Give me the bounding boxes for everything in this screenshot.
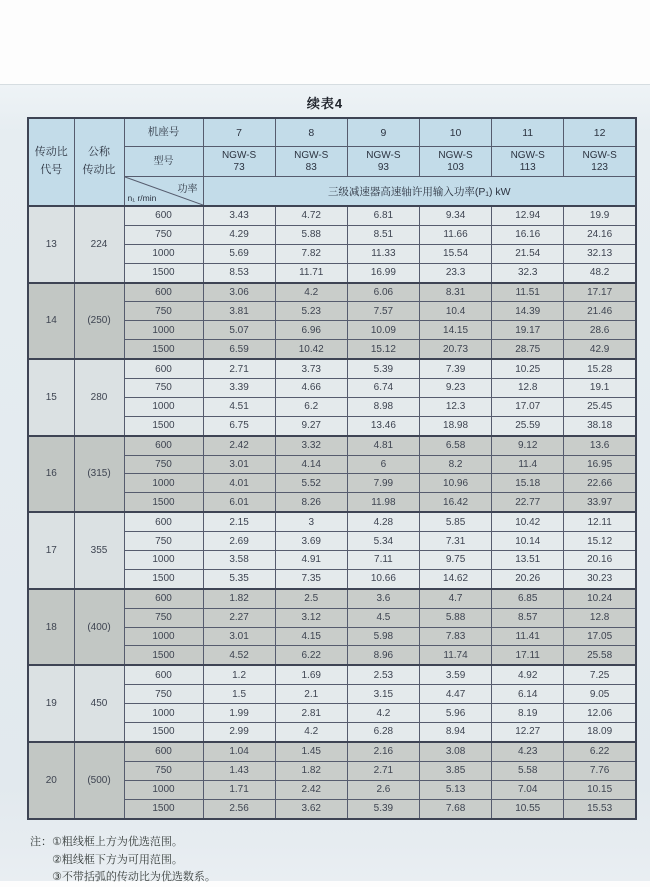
model-cell: NGW-S 83 (275, 147, 347, 177)
power-value-cell: 14.39 (492, 302, 564, 321)
power-value-cell: 11.74 (419, 646, 491, 665)
power-value-cell: 1.71 (203, 780, 275, 799)
power-value-cell: 12.8 (492, 379, 564, 398)
table-row (28, 742, 636, 761)
power-value-cell: 11.41 (492, 627, 564, 646)
power-value-cell: 6.75 (203, 416, 275, 435)
note-item: ②粗线框下方为可用范围。 (52, 853, 183, 866)
ratio-code-line1: 传动比 (34, 146, 68, 159)
power-value-cell: 3.81 (203, 302, 275, 321)
power-value-cell: 32.13 (564, 244, 636, 263)
power-value-cell: 1.99 (203, 704, 275, 723)
power-value-cell: 7.82 (275, 244, 347, 263)
power-value-cell: 17.05 (564, 627, 636, 646)
ratio-code-line2: 代号 (40, 164, 63, 176)
power-value-cell: 11.71 (275, 263, 347, 282)
power-value-cell: 14.62 (419, 569, 491, 588)
power-value-cell: 5.23 (275, 302, 347, 321)
power-value-cell: 4.92 (492, 665, 564, 684)
power-value-cell: 4.2 (275, 283, 347, 302)
power-value-cell: 4.23 (492, 742, 564, 761)
rpm-cell: 1000 (124, 397, 203, 416)
rpm-cell: 1500 (124, 799, 203, 818)
power-value-cell: 7.99 (347, 474, 419, 493)
power-value-cell: 6.22 (564, 742, 636, 761)
power-value-cell: 32.3 (492, 263, 564, 282)
power-value-cell: 28.75 (492, 340, 564, 359)
power-value-cell: 6.14 (492, 685, 564, 704)
power-value-cell: 1.04 (203, 742, 275, 761)
rpm-cell: 1000 (124, 321, 203, 340)
power-value-cell: 6.59 (203, 340, 275, 359)
table-row (28, 436, 636, 455)
rpm-cell: 600 (124, 742, 203, 761)
power-value-cell: 1.45 (275, 742, 347, 761)
power-value-cell: 5.96 (419, 704, 491, 723)
power-value-cell: 2.69 (203, 532, 275, 551)
power-value-cell: 5.58 (492, 761, 564, 780)
power-value-cell: 15.54 (419, 244, 491, 263)
power-value-cell: 3.58 (203, 551, 275, 570)
power-value-cell: 8.26 (275, 493, 347, 512)
power-value-cell: 8.96 (347, 646, 419, 665)
power-value-cell: 2.99 (203, 723, 275, 742)
power-value-cell: 22.66 (564, 474, 636, 493)
model-cell: NGW-S 103 (419, 147, 491, 177)
power-value-cell: 2.56 (203, 799, 275, 818)
power-value-cell: 2.5 (275, 589, 347, 608)
rpm-cell: 600 (124, 589, 203, 608)
power-value-cell: 6.2 (275, 397, 347, 416)
nominal-ratio-cell: 450 (74, 665, 124, 742)
power-value-cell: 15.53 (564, 799, 636, 818)
group-code-cell: 14 (28, 283, 74, 360)
power-value-cell: 5.88 (419, 608, 491, 627)
power-value-cell: 1.82 (275, 761, 347, 780)
power-value-cell: 7.57 (347, 302, 419, 321)
power-value-cell: 3.12 (275, 608, 347, 627)
power-value-cell: 48.2 (564, 263, 636, 282)
rpm-cell: 1500 (124, 723, 203, 742)
frame-number-cell: 7 (203, 118, 275, 147)
power-value-cell: 2.81 (275, 704, 347, 723)
power-value-cell: 7.76 (564, 761, 636, 780)
model-cell: NGW-S 113 (492, 147, 564, 177)
power-value-cell: 12.06 (564, 704, 636, 723)
model-cell: NGW-S 73 (203, 147, 275, 177)
power-value-cell: 12.94 (492, 206, 564, 225)
power-value-cell: 6.81 (347, 206, 419, 225)
power-value-cell: 21.46 (564, 302, 636, 321)
power-value-cell: 2.15 (203, 512, 275, 531)
power-value-cell: 1.5 (203, 685, 275, 704)
power-value-cell: 1.43 (203, 761, 275, 780)
rpm-cell: 600 (124, 436, 203, 455)
power-value-cell: 7.04 (492, 780, 564, 799)
power-value-cell: 8.53 (203, 263, 275, 282)
nominal-ratio-cell: (500) (74, 742, 124, 819)
power-value-cell: 4.52 (203, 646, 275, 665)
power-value-cell: 2.42 (275, 780, 347, 799)
power-value-cell: 28.6 (564, 321, 636, 340)
power-value-cell: 5.69 (203, 244, 275, 263)
power-value-cell: 17.11 (492, 646, 564, 665)
power-value-cell: 2.16 (347, 742, 419, 761)
power-value-cell: 11.66 (419, 225, 491, 244)
power-value-cell: 8.2 (419, 455, 491, 474)
nominal-ratio-cell: (400) (74, 589, 124, 666)
power-value-cell: 13.6 (564, 436, 636, 455)
power-value-cell: 3.73 (275, 359, 347, 378)
power-value-cell: 3.32 (275, 436, 347, 455)
rpm-cell: 600 (124, 665, 203, 684)
power-value-cell: 5.88 (275, 225, 347, 244)
power-value-cell: 6.06 (347, 283, 419, 302)
rpm-cell: 750 (124, 761, 203, 780)
power-value-cell: 7.25 (564, 665, 636, 684)
rpm-cell: 750 (124, 225, 203, 244)
power-value-cell: 16.42 (419, 493, 491, 512)
power-value-cell: 5.39 (347, 799, 419, 818)
power-value-cell: 5.52 (275, 474, 347, 493)
power-value-cell: 4.51 (203, 397, 275, 416)
power-value-cell: 3.43 (203, 206, 275, 225)
power-value-cell: 4.7 (419, 589, 491, 608)
power-value-cell: 2.42 (203, 436, 275, 455)
table-row (28, 589, 636, 608)
nominal-ratio-cell: 280 (74, 359, 124, 436)
power-value-cell: 2.53 (347, 665, 419, 684)
power-value-cell: 4.5 (347, 608, 419, 627)
power-value-cell: 3.08 (419, 742, 491, 761)
rpm-cell: 1500 (124, 646, 203, 665)
power-value-cell: 11.51 (492, 283, 564, 302)
power-value-cell: 8.19 (492, 704, 564, 723)
power-value-cell: 12.3 (419, 397, 491, 416)
power-value-cell: 5.34 (347, 532, 419, 551)
power-value-cell: 11.4 (492, 455, 564, 474)
frame-number-cell: 9 (347, 118, 419, 147)
power-value-cell: 19.17 (492, 321, 564, 340)
frame-size-row-header: 机座号 (124, 118, 203, 147)
power-value-cell: 21.54 (492, 244, 564, 263)
power-value-cell: 3.6 (347, 589, 419, 608)
group-code-cell: 20 (28, 742, 74, 819)
power-value-cell: 20.16 (564, 551, 636, 570)
power-value-cell: 2.27 (203, 608, 275, 627)
rpm-cell: 1000 (124, 551, 203, 570)
power-value-cell: 6.22 (275, 646, 347, 665)
power-value-cell: 17.17 (564, 283, 636, 302)
power-value-cell: 8.98 (347, 397, 419, 416)
power-value-cell: 6 (347, 455, 419, 474)
power-value-cell: 5.98 (347, 627, 419, 646)
power-value-cell: 16.95 (564, 455, 636, 474)
power-value-cell: 4.29 (203, 225, 275, 244)
power-value-cell: 8.94 (419, 723, 491, 742)
power-value-cell: 9.23 (419, 379, 491, 398)
notes-label: 注： (30, 836, 52, 848)
rpm-cell: 750 (124, 379, 203, 398)
power-value-cell: 17.07 (492, 397, 564, 416)
power-value-cell: 2.71 (347, 761, 419, 780)
rpm-cell: 600 (124, 512, 203, 531)
power-value-cell: 30.23 (564, 569, 636, 588)
model-row-header: 型号 (124, 147, 203, 177)
footnotes (30, 834, 216, 887)
speed-label: n₁ r/min (127, 193, 157, 203)
power-value-cell: 14.15 (419, 321, 491, 340)
power-value-cell: 7.35 (275, 569, 347, 588)
power-value-cell: 2.71 (203, 359, 275, 378)
power-value-cell: 18.09 (564, 723, 636, 742)
power-value-cell: 16.99 (347, 263, 419, 282)
power-value-cell: 15.18 (492, 474, 564, 493)
rpm-cell: 1000 (124, 244, 203, 263)
notes-list (52, 834, 216, 887)
power-value-cell: 13.46 (347, 416, 419, 435)
power-value-cell: 5.39 (347, 359, 419, 378)
power-value-cell: 4.14 (275, 455, 347, 474)
power-value-cell: 25.45 (564, 397, 636, 416)
power-value-cell: 3.62 (275, 799, 347, 818)
power-label: 功率 (177, 184, 198, 195)
power-value-cell: 23.3 (419, 263, 491, 282)
power-value-cell: 1.69 (275, 665, 347, 684)
power-value-cell: 3.15 (347, 685, 419, 704)
power-speed-diagonal-cell (124, 177, 203, 207)
power-value-cell: 12.11 (564, 512, 636, 531)
power-value-cell: 9.34 (419, 206, 491, 225)
power-value-cell: 2.6 (347, 780, 419, 799)
power-value-cell: 8.57 (492, 608, 564, 627)
power-value-cell: 25.59 (492, 416, 564, 435)
power-value-cell: 7.83 (419, 627, 491, 646)
power-value-cell: 5.35 (203, 569, 275, 588)
power-value-cell: 9.05 (564, 685, 636, 704)
power-value-cell: 24.16 (564, 225, 636, 244)
group-code-cell: 19 (28, 665, 74, 742)
power-value-cell: 10.42 (492, 512, 564, 531)
rpm-cell: 750 (124, 685, 203, 704)
power-value-cell: 10.42 (275, 340, 347, 359)
rpm-cell: 600 (124, 359, 203, 378)
power-value-cell: 6.85 (492, 589, 564, 608)
power-value-cell: 38.18 (564, 416, 636, 435)
power-value-cell: 3.85 (419, 761, 491, 780)
power-value-cell: 3.06 (203, 283, 275, 302)
nominal-ratio-cell: (250) (74, 283, 124, 360)
power-value-cell: 7.11 (347, 551, 419, 570)
page-title: 续表4 (306, 96, 344, 111)
power-value-cell: 12.8 (564, 608, 636, 627)
nominal-ratio-line1: 公称 (88, 146, 110, 159)
power-value-cell: 19.9 (564, 206, 636, 225)
power-value-cell: 7.31 (419, 532, 491, 551)
power-value-cell: 13.51 (492, 551, 564, 570)
note-item: ①粗线框上方为优选范围。 (52, 836, 183, 848)
nominal-ratio-cell: 355 (74, 512, 124, 589)
power-value-cell: 16.16 (492, 225, 564, 244)
rpm-cell: 600 (124, 283, 203, 302)
power-value-cell: 42.9 (564, 340, 636, 359)
group-code-cell: 16 (28, 436, 74, 513)
power-value-cell: 10.24 (564, 589, 636, 608)
power-value-cell: 4.2 (347, 704, 419, 723)
note-item: ③不带括弧的传动比为优选数系。 (52, 871, 216, 883)
nominal-ratio-line2: 传动比 (82, 164, 116, 176)
power-value-cell: 10.4 (419, 302, 491, 321)
power-value-cell: 7.68 (419, 799, 491, 818)
power-value-cell: 20.73 (419, 340, 491, 359)
rpm-cell: 750 (124, 608, 203, 627)
rpm-cell: 750 (124, 302, 203, 321)
group-code-cell: 15 (28, 359, 74, 436)
power-value-cell: 4.2 (275, 723, 347, 742)
power-value-cell: 10.14 (492, 532, 564, 551)
power-value-cell: 10.25 (492, 359, 564, 378)
power-value-cell: 20.26 (492, 569, 564, 588)
nominal-ratio-cell: (315) (74, 436, 124, 513)
power-value-cell: 9.27 (275, 416, 347, 435)
power-value-cell: 3.59 (419, 665, 491, 684)
power-value-cell: 4.15 (275, 627, 347, 646)
power-value-cell: 15.12 (564, 532, 636, 551)
power-value-cell: 5.85 (419, 512, 491, 531)
allowable-input-power-header: 三级减速器高速轴许用输入功率(P₁) kW (203, 177, 636, 207)
power-value-cell: 10.09 (347, 321, 419, 340)
power-value-cell: 18.98 (419, 416, 491, 435)
table-row (28, 283, 636, 302)
power-value-cell: 3 (275, 512, 347, 531)
rpm-cell: 1000 (124, 474, 203, 493)
power-value-cell: 10.15 (564, 780, 636, 799)
power-value-cell: 1.82 (203, 589, 275, 608)
power-value-cell: 9.75 (419, 551, 491, 570)
power-value-cell: 6.96 (275, 321, 347, 340)
rpm-cell: 1500 (124, 263, 203, 282)
rpm-cell: 750 (124, 532, 203, 551)
nominal-ratio-cell: 224 (74, 206, 124, 283)
power-value-cell: 10.96 (419, 474, 491, 493)
frame-number-cell: 12 (564, 118, 636, 147)
power-value-cell: 6.58 (419, 436, 491, 455)
table-row (28, 512, 636, 531)
power-value-cell: 4.66 (275, 379, 347, 398)
ratio-code-header (28, 118, 74, 206)
power-value-cell: 6.74 (347, 379, 419, 398)
power-value-cell: 4.28 (347, 512, 419, 531)
power-value-cell: 25.58 (564, 646, 636, 665)
power-value-cell: 3.01 (203, 627, 275, 646)
power-value-cell: 4.81 (347, 436, 419, 455)
rpm-cell: 1000 (124, 704, 203, 723)
power-value-cell: 15.28 (564, 359, 636, 378)
nominal-ratio-header (74, 118, 124, 206)
power-value-cell: 6.28 (347, 723, 419, 742)
power-value-cell: 22.77 (492, 493, 564, 512)
power-value-cell: 5.13 (419, 780, 491, 799)
group-code-cell: 17 (28, 512, 74, 589)
table-row (28, 665, 636, 684)
power-value-cell: 11.98 (347, 493, 419, 512)
power-value-cell: 10.55 (492, 799, 564, 818)
model-cell: NGW-S 123 (564, 147, 636, 177)
group-code-cell: 13 (28, 206, 74, 283)
power-value-cell: 4.01 (203, 474, 275, 493)
rpm-cell: 1000 (124, 780, 203, 799)
power-value-cell: 3.69 (275, 532, 347, 551)
power-value-cell: 8.31 (419, 283, 491, 302)
model-cell: NGW-S 93 (347, 147, 419, 177)
table-row (28, 206, 636, 225)
rpm-cell: 1500 (124, 416, 203, 435)
power-value-cell: 6.01 (203, 493, 275, 512)
power-value-cell: 10.66 (347, 569, 419, 588)
power-value-cell: 3.01 (203, 455, 275, 474)
power-value-cell: 12.27 (492, 723, 564, 742)
frame-number-cell: 10 (419, 118, 491, 147)
reducer-power-table (27, 117, 637, 820)
power-value-cell: 11.33 (347, 244, 419, 263)
group-code-cell: 18 (28, 589, 74, 666)
power-value-cell: 2.1 (275, 685, 347, 704)
power-value-cell: 5.07 (203, 321, 275, 340)
power-value-cell: 19.1 (564, 379, 636, 398)
rpm-cell: 750 (124, 455, 203, 474)
power-value-cell: 7.39 (419, 359, 491, 378)
rpm-cell: 1000 (124, 627, 203, 646)
power-value-cell: 9.12 (492, 436, 564, 455)
power-value-cell: 1.2 (203, 665, 275, 684)
rpm-cell: 1500 (124, 569, 203, 588)
power-value-cell: 8.51 (347, 225, 419, 244)
power-value-cell: 15.12 (347, 340, 419, 359)
power-value-cell: 4.72 (275, 206, 347, 225)
table-row (28, 359, 636, 378)
rpm-cell: 1500 (124, 340, 203, 359)
frame-number-cell: 8 (275, 118, 347, 147)
power-value-cell: 4.47 (419, 685, 491, 704)
rpm-cell: 600 (124, 206, 203, 225)
power-value-cell: 4.91 (275, 551, 347, 570)
power-value-cell: 33.97 (564, 493, 636, 512)
frame-number-cell: 11 (492, 118, 564, 147)
power-value-cell: 3.39 (203, 379, 275, 398)
rpm-cell: 1500 (124, 493, 203, 512)
